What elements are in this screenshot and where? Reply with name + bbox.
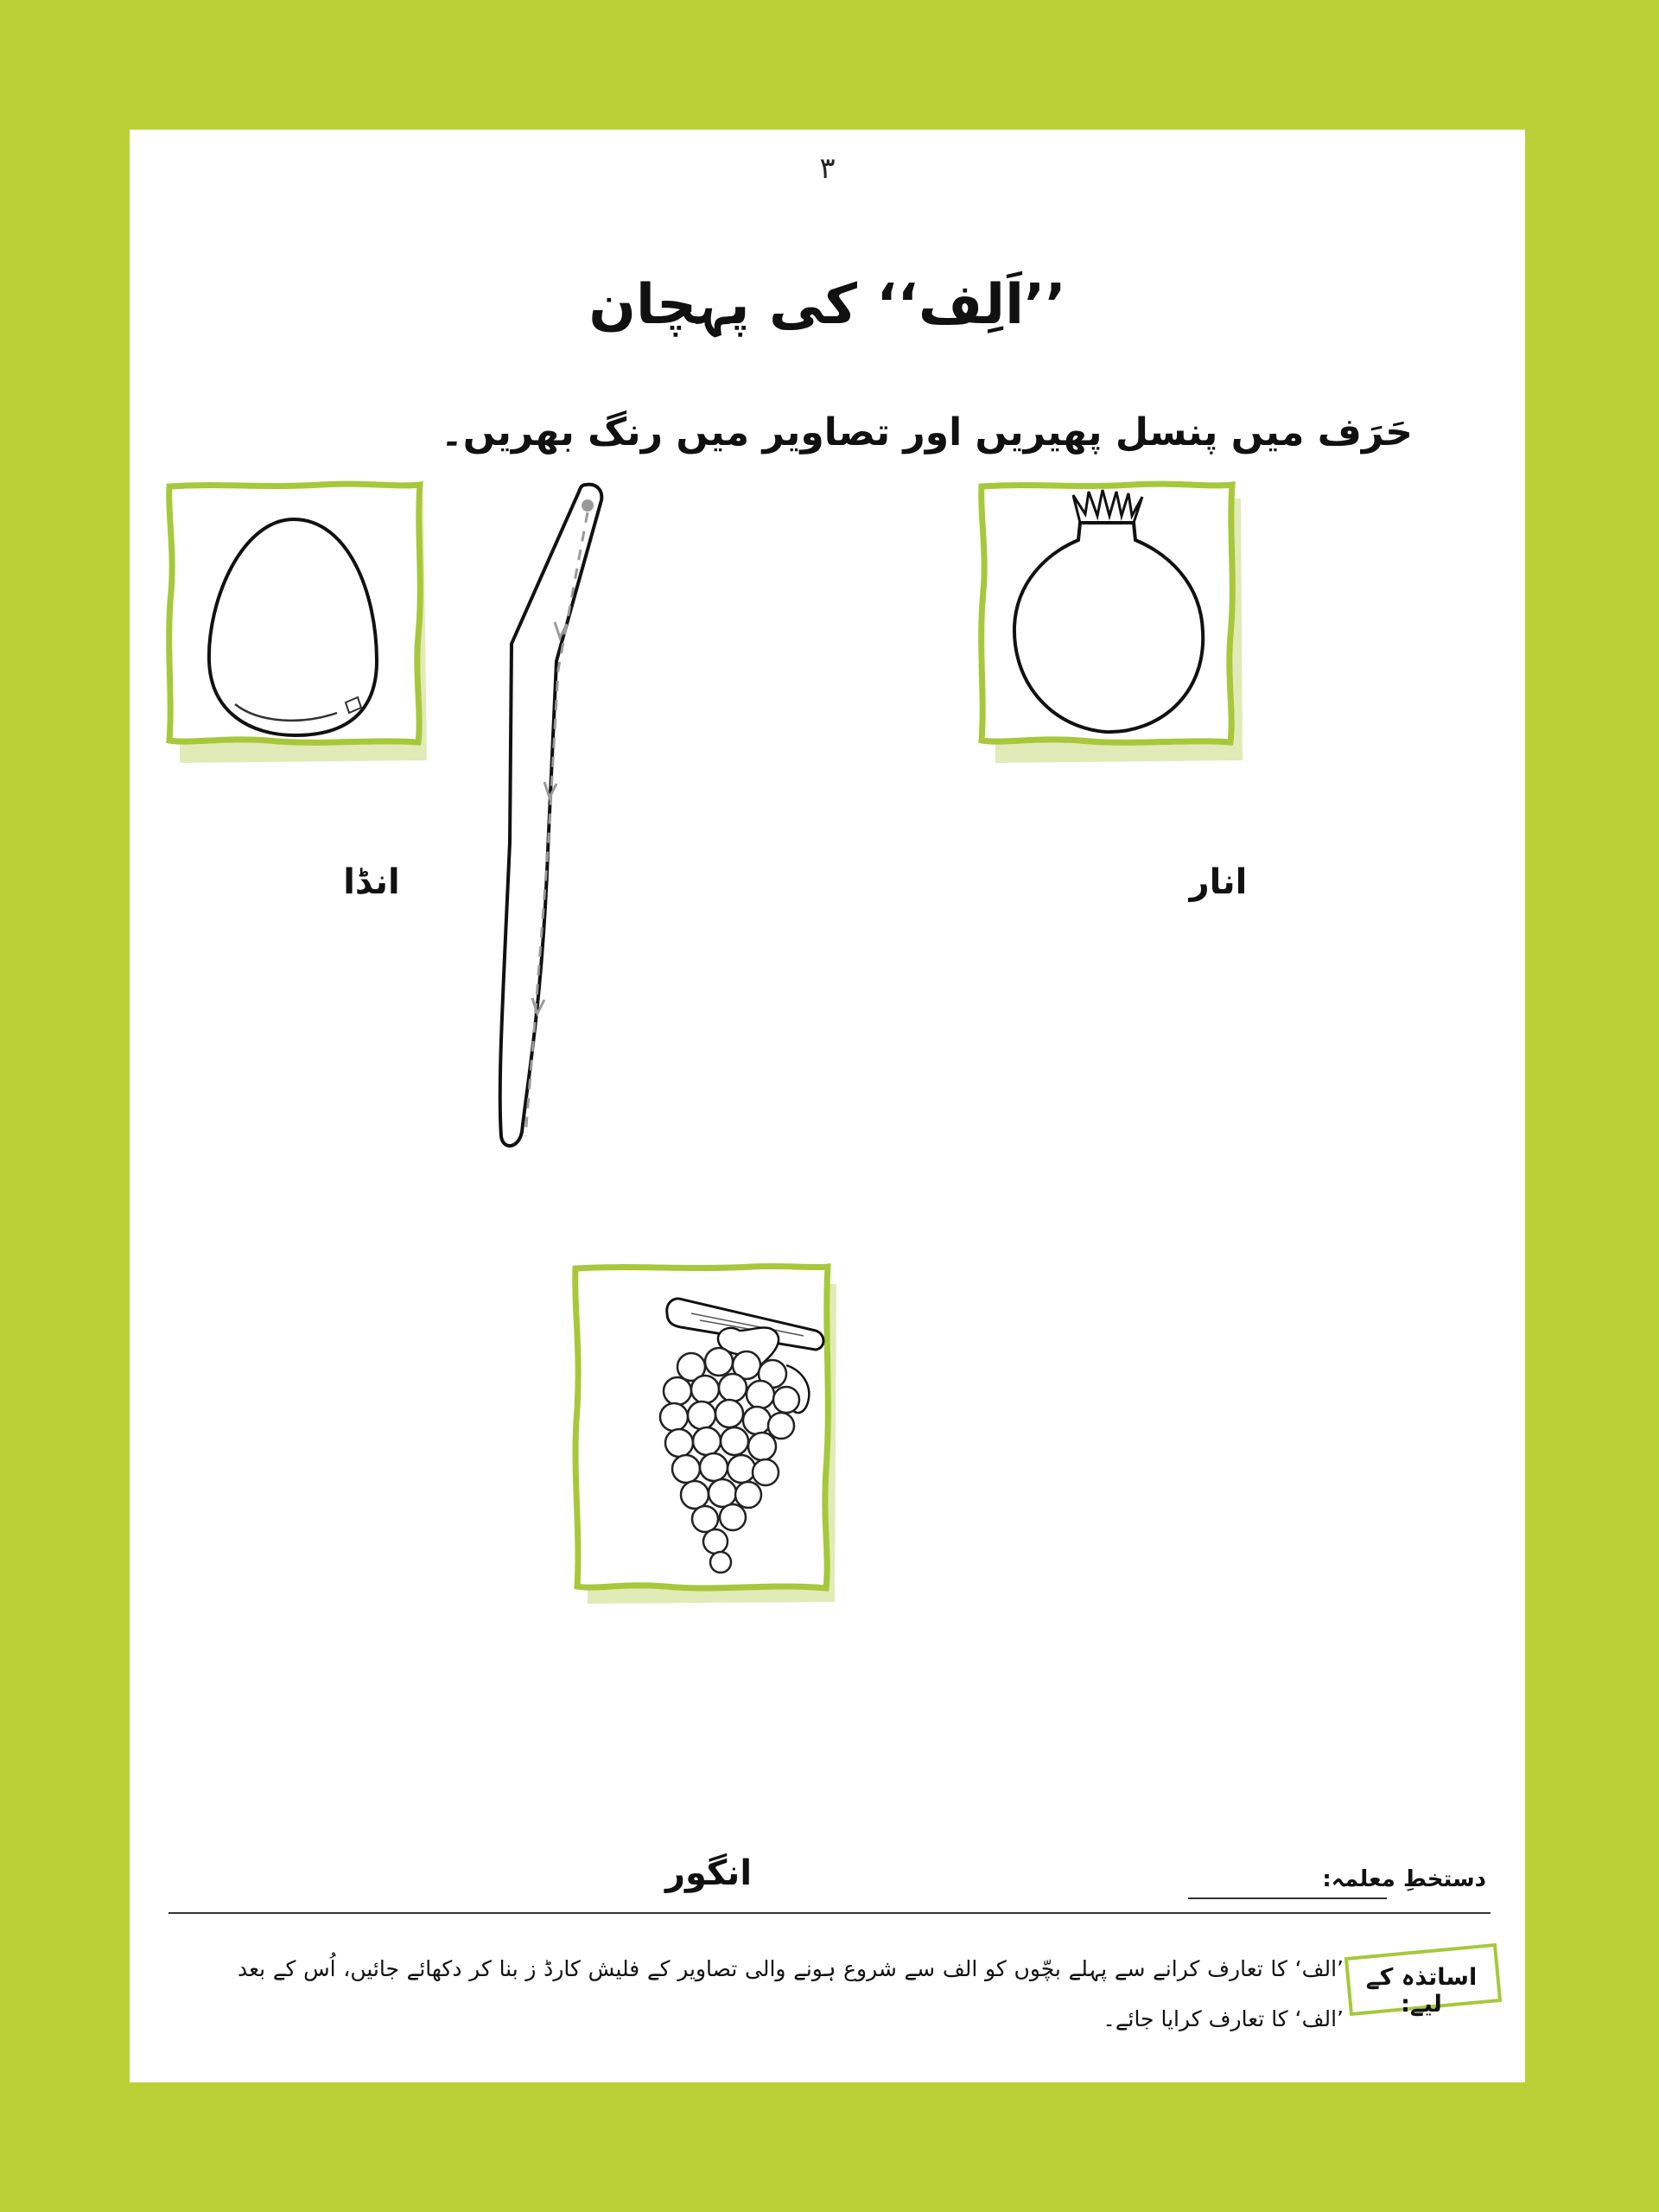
- teacher-note-label: اساتذہ کے لیے:: [1365, 1964, 1478, 2018]
- egg-picture-frame: [164, 480, 441, 765]
- signature-line[interactable]: [1188, 1897, 1387, 1899]
- teacher-note-text: ’الف‘ کا تعارف کرانے سے پہلے بچّوں کو الف سے شروع ہونے والی تصاویر کے فلیش کارڈ ز بنا کر دکھائے جائیں، اُس کے بعد ’الف‘ کا تعارف کرایا جائے۔: [238, 1956, 1344, 2031]
- grapes-picture-frame: [570, 1262, 847, 1607]
- page-number: ۳: [819, 151, 836, 186]
- page-title: ’’اَلِف‘‘ کی پہچان: [588, 273, 1066, 337]
- worksheet-page: [130, 130, 1525, 2082]
- label-anar: انار: [1189, 862, 1248, 902]
- label-anda: انڈا: [343, 862, 400, 902]
- label-angoor: انگور: [664, 1853, 753, 1893]
- alif-tracing-icon: [500, 485, 602, 1146]
- alif-tracing-shape[interactable]: [493, 480, 631, 1154]
- signature-label: دستخطِ معلمہ:: [1322, 1866, 1486, 1892]
- divider-line: [168, 1912, 1491, 1914]
- instruction-text: حَرَف میں پنسل پھیریں اور تصاویر میں رنگ بھریں۔: [440, 410, 1413, 454]
- pomegranate-picture-frame: [976, 480, 1253, 765]
